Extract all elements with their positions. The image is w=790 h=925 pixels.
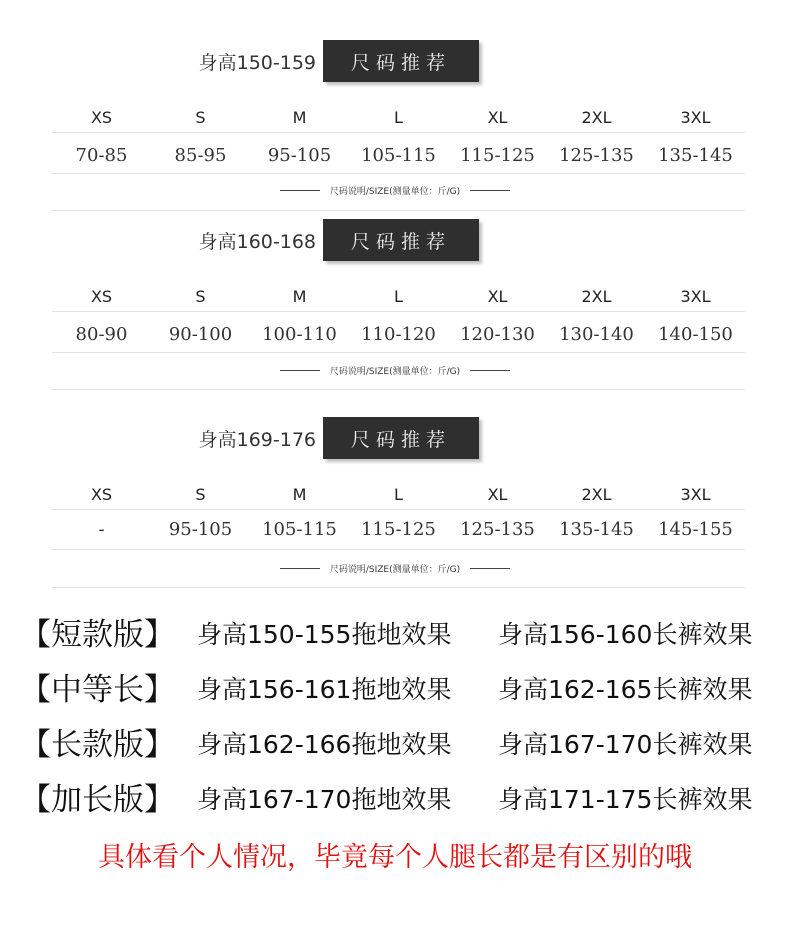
length-guide-row (20, 609, 780, 653)
size-cell: S (195, 108, 206, 127)
size-recommend-badge: 尺码推荐 (323, 219, 479, 261)
size-recommend-badge: 尺码推荐 (323, 40, 479, 82)
weight-cell: 120-130 (460, 324, 535, 345)
weight-cell: - (98, 519, 105, 540)
size-cell: XL (487, 108, 508, 127)
size-cell: S (195, 485, 206, 504)
dash-decoration (280, 370, 320, 371)
weight-cell: 115-125 (460, 145, 535, 166)
weight-row (52, 519, 745, 540)
size-note-text: 尺码说明/SIZE(测量单位：斤/G) (329, 565, 461, 575)
divider (52, 352, 745, 353)
dash-decoration (470, 190, 510, 191)
weight-cell: 90-100 (168, 324, 233, 345)
size-recommend-badge: 尺码推荐 (323, 417, 479, 459)
weight-cell: 135-145 (559, 519, 634, 540)
weight-cell: 130-140 (559, 324, 634, 345)
size-cell: M (292, 485, 307, 504)
size-cell: XS (90, 287, 113, 306)
divider (52, 389, 745, 390)
size-note-text: 尺码说明/SIZE(测量单位：斤/G) (329, 187, 461, 197)
weight-cell: 125-135 (559, 145, 634, 166)
size-cell: 3XL (680, 485, 711, 504)
dash-decoration (470, 568, 510, 569)
size-note (0, 562, 790, 575)
size-note-text: 尺码说明/SIZE(测量单位：斤/G) (329, 367, 461, 377)
long-pants-effect-text: 身高162-165长裤效果 (498, 675, 753, 704)
divider (52, 311, 745, 312)
divider (52, 549, 745, 550)
size-cell: XS (90, 108, 113, 127)
weight-cell: 145-155 (658, 519, 733, 540)
divider (52, 587, 745, 588)
weight-cell: 85-95 (174, 145, 227, 166)
weight-cell: 95-105 (267, 145, 332, 166)
size-cell: 2XL (581, 287, 612, 306)
footer-note: 具体看个人情况，毕竟每个人腿长都是有区别的哦 (98, 842, 692, 873)
size-chart-header (0, 40, 790, 84)
dash-decoration (280, 190, 320, 191)
size-cell: L (394, 485, 403, 504)
weight-cell: 80-90 (75, 324, 128, 345)
length-style-tag: 【加长版】 (20, 782, 175, 818)
long-pants-effect-text: 身高156-160长裤效果 (498, 620, 753, 649)
weight-cell: 115-125 (361, 519, 436, 540)
drag-effect-text: 身高156-161拖地效果 (197, 675, 452, 704)
size-cell: L (394, 108, 403, 127)
height-range-label: 身高160-168 (198, 231, 316, 253)
drag-effect-text: 身高150-155拖地效果 (197, 620, 452, 649)
size-note (0, 364, 790, 377)
size-cell: 3XL (680, 108, 711, 127)
weight-row (52, 145, 745, 166)
weight-cell: 100-110 (262, 324, 337, 345)
weight-cell: 125-135 (460, 519, 535, 540)
length-style-tag: 【短款版】 (20, 617, 175, 653)
weight-cell: 140-150 (658, 324, 733, 345)
drag-effect-text: 身高162-166拖地效果 (197, 730, 452, 759)
size-row (52, 485, 745, 504)
size-chart-header (0, 417, 790, 461)
size-cell: L (394, 287, 403, 306)
size-cell: M (292, 287, 307, 306)
length-style-tag: 【中等长】 (20, 672, 175, 708)
size-cell: XL (487, 485, 508, 504)
weight-row (52, 324, 745, 345)
size-cell: M (292, 108, 307, 127)
size-chart-header (0, 219, 790, 263)
weight-cell: 105-115 (361, 145, 436, 166)
size-note (0, 184, 790, 197)
length-guide-row (20, 719, 780, 763)
weight-cell: 105-115 (262, 519, 337, 540)
drag-effect-text: 身高167-170拖地效果 (197, 785, 452, 814)
size-cell: XL (487, 287, 508, 306)
length-guide-row (20, 664, 780, 708)
divider (52, 173, 745, 174)
length-style-tag: 【长款版】 (20, 727, 175, 763)
size-cell: 2XL (581, 485, 612, 504)
height-range-label: 身高169-176 (198, 429, 316, 451)
weight-cell: 110-120 (361, 324, 436, 345)
size-cell: XS (90, 485, 113, 504)
dash-decoration (470, 370, 510, 371)
length-guide-row (20, 774, 780, 818)
weight-cell: 70-85 (75, 145, 128, 166)
size-cell: 3XL (680, 287, 711, 306)
size-cell: S (195, 287, 206, 306)
height-range-label: 身高150-159 (198, 52, 316, 74)
divider (52, 132, 745, 133)
weight-cell: 95-105 (168, 519, 233, 540)
size-row (52, 287, 745, 306)
weight-cell: 135-145 (658, 145, 733, 166)
divider (52, 509, 745, 510)
dash-decoration (280, 568, 320, 569)
size-row (52, 108, 745, 127)
size-cell: 2XL (581, 108, 612, 127)
divider (52, 210, 745, 211)
long-pants-effect-text: 身高171-175长裤效果 (498, 785, 753, 814)
long-pants-effect-text: 身高167-170长裤效果 (498, 730, 753, 759)
